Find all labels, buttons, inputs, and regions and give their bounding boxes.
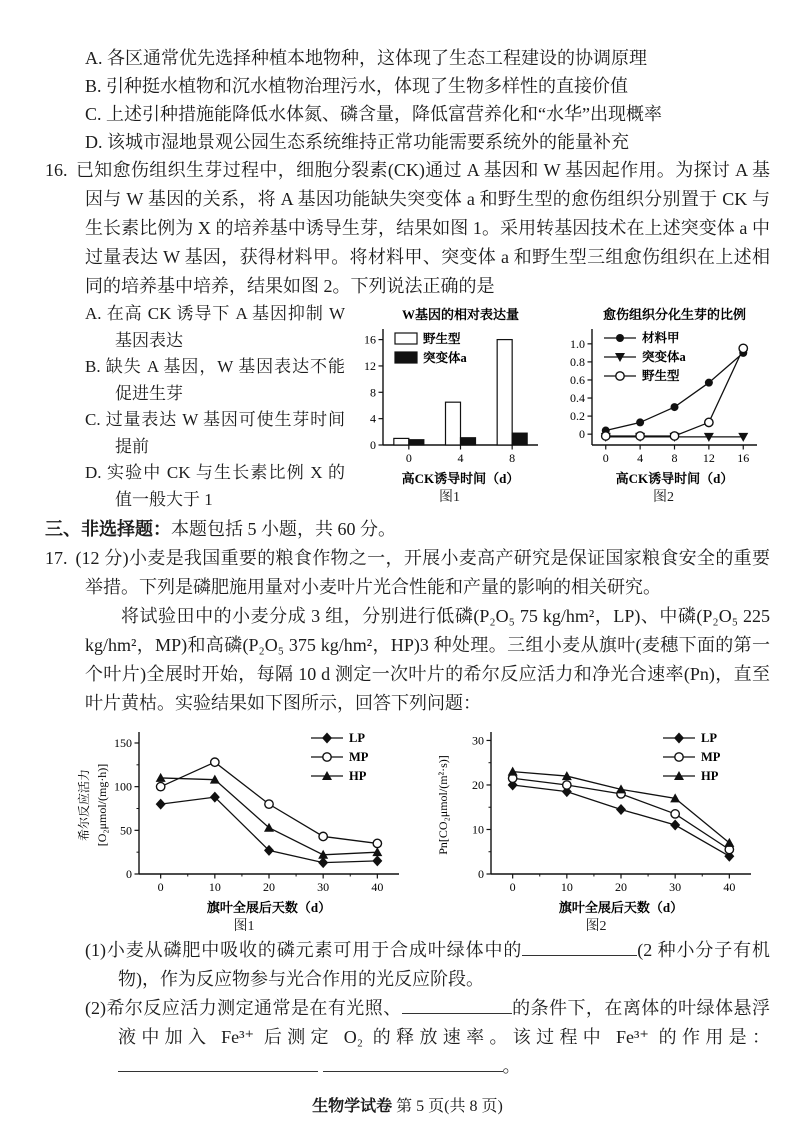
svg-text:0: 0: [478, 867, 484, 881]
svg-text:100: 100: [114, 779, 132, 794]
footer-title: 生物学试卷: [312, 1098, 393, 1115]
q17-sub2-tail: 。: [502, 1056, 521, 1076]
svg-text:10: 10: [560, 880, 573, 894]
q17-sub2: [45, 994, 770, 1081]
q16-number: 16.: [45, 160, 68, 180]
q16-option-d: D. 实验中 CK 与生长素比例 X 的值一般大于 1: [85, 463, 345, 509]
svg-text:0: 0: [157, 880, 164, 894]
q16-figures: [347, 303, 771, 507]
svg-text:0: 0: [370, 438, 376, 452]
svg-text:12: 12: [702, 451, 715, 465]
q15-option-c: C. 上述引种措施能降低水体氮、磷含量，降低富营养化和“水华”出现概率: [85, 104, 662, 124]
svg-text:野生型: 野生型: [423, 332, 461, 346]
q16-figure2-caption: 图2: [653, 490, 674, 505]
svg-text:0.8: 0.8: [570, 354, 585, 369]
q17-figure1-chart: [75, 722, 413, 918]
q17-stem1-text: (12 分)小麦是我国重要的粮食作物之一，开展小麦高产研究是保证国家粮食安全的重要举措。下列是磷肥施用量对小麦叶片光合性能和产量的影响的相关研究。: [75, 548, 770, 597]
q17-sub1-pre: (1)小麦从磷肥中吸收的磷元素可用于合成叶绿体中的: [85, 940, 523, 960]
q16-figure2-chart: [556, 303, 771, 489]
svg-text:旗叶全展后天数（d）: 旗叶全展后天数（d）: [206, 900, 332, 915]
q17-sub2-pre: (2)希尔反应活力测定通常是在有光照、: [85, 998, 402, 1018]
svg-text:40: 40: [723, 880, 736, 894]
q17-stem1: [45, 544, 770, 602]
svg-text:0.6: 0.6: [570, 372, 585, 387]
svg-text:4: 4: [457, 451, 464, 465]
q17-figures: [75, 722, 770, 936]
q16-stem: [45, 156, 770, 301]
answer-blank-2: [402, 998, 512, 1014]
svg-text:突变体a: 突变体a: [423, 351, 467, 365]
svg-text:高CK诱导时间（d）: 高CK诱导时间（d）: [615, 471, 734, 486]
q16-option-b: B. 缺失 A 基因，W 基因表达不能促进生芽: [85, 357, 345, 403]
answer-blank-1: [522, 940, 637, 956]
svg-text:20: 20: [472, 777, 484, 792]
q16-figure1-caption: 图1: [439, 490, 460, 505]
svg-text:LP: LP: [701, 731, 717, 745]
q16-option-a: A. 在高 CK 诱导下 A 基因抑制 W 基因表达: [85, 304, 345, 350]
svg-text:MP: MP: [349, 750, 369, 764]
svg-text:16: 16: [737, 451, 750, 465]
q15-options-block: [45, 44, 770, 156]
q16-figure1: [347, 303, 552, 507]
svg-text:野生型: 野生型: [642, 369, 680, 383]
q16-figure1-chart: [347, 303, 552, 489]
svg-text:0: 0: [602, 451, 609, 465]
q16-option-c: C. 过量表达 W 基因可使生芽时间提前: [85, 410, 345, 456]
q17-figure2: [427, 722, 765, 936]
svg-text:0: 0: [405, 451, 412, 465]
q17-figure2-caption: 图2: [585, 919, 607, 934]
q17-figure2-chart: [427, 722, 765, 918]
section3-header: [45, 515, 770, 544]
svg-text:材料甲: 材料甲: [642, 331, 680, 345]
svg-text:10: 10: [472, 822, 484, 837]
svg-text:20: 20: [615, 880, 627, 894]
svg-text:[O₂μmol/(mg·h)]: [O₂μmol/(mg·h)]: [95, 763, 109, 847]
svg-text:0.4: 0.4: [570, 391, 585, 406]
q16-options: [85, 301, 345, 513]
q17-number: 17.: [45, 548, 68, 568]
svg-text:1.0: 1.0: [570, 336, 585, 351]
svg-text:愈伤组织分化生芽的比例: 愈伤组织分化生芽的比例: [602, 307, 747, 322]
q15-option-b: B. 引种挺水植物和沉水植物治理污水，体现了生物多样性的直接价值: [85, 76, 629, 96]
svg-text:高CK诱导时间（d）: 高CK诱导时间（d）: [401, 471, 520, 486]
svg-text:突变体a: 突变体a: [642, 350, 686, 364]
svg-text:30: 30: [669, 880, 682, 894]
svg-text:8: 8: [509, 451, 516, 465]
svg-text:30: 30: [317, 880, 330, 894]
svg-text:4: 4: [370, 411, 376, 426]
q17-figure1-caption: 图1: [233, 919, 255, 934]
svg-text:旗叶全展后天数（d）: 旗叶全展后天数（d）: [558, 900, 684, 915]
svg-text:4: 4: [637, 451, 644, 465]
answer-blank-4: [323, 1056, 503, 1072]
section3-label: 三、非选择题：: [45, 519, 171, 539]
svg-text:希尔反应活力: 希尔反应活力: [77, 768, 91, 842]
q17-figure1: [75, 722, 413, 936]
section3-rest: 本题包括 5 小题，共 60 分。: [171, 519, 396, 539]
q17-sub1-post: (2 种小分子有机物)，作为反应物参与光合作用的光反应阶段。: [118, 940, 770, 989]
svg-text:MP: MP: [701, 750, 721, 764]
svg-text:0: 0: [579, 427, 585, 442]
q17-sub2-mid: 的条件下，在离体的叶绿体悬浮液中加入 Fe³⁺ 后测定 O₂ 的释放速率。该过程中 Fe³⁺ 的作用是：: [118, 998, 770, 1047]
q17-sub1: [45, 936, 770, 994]
page-footer: [45, 1093, 770, 1116]
svg-text:12: 12: [364, 358, 376, 373]
svg-text:W基因的相对表达量: W基因的相对表达量: [401, 307, 520, 322]
q16-stem-text: 已知愈伤组织生芽过程中，细胞分裂素(CK)通过 A 基因和 W 基因起作用。为探讨 A 基因与 W 基因的关系，将 A 基因功能缺失突变体 a 和野生型的愈伤组织分别置于 CK 与生长素比例为 X 的培养基中诱导生芽，结果如图 1。采用转基因技术在上述突变体 a 中过量表达 W 基因，获得材料甲。将材料甲、突变体 a 和野生型三组愈伤组织在上述相同的培养基中培养，结果如图 2。下列说法正确的是: [75, 160, 770, 296]
svg-text:Pn[CO₂μmol/(m²·s)]: Pn[CO₂μmol/(m²·s)]: [436, 755, 450, 855]
q16-body: [45, 301, 770, 513]
svg-text:40: 40: [371, 880, 384, 894]
svg-text:150: 150: [114, 735, 132, 750]
svg-text:0: 0: [509, 880, 516, 894]
svg-text:LP: LP: [349, 731, 365, 745]
q15-option-a: A. 各区通常优先选择种植本地物种，这体现了生态工程建设的协调原理: [85, 48, 647, 68]
q17-stem2: 将试验田中的小麦分成 3 组，分别进行低磷(P₂O₅ 75 kg/hm²，LP)、中磷(P₂O₅ 225 kg/hm²，MP)和高磷(P₂O₅ 375 kg/hm²，HP)3 种处理。三组小麦从旗叶(麦穗下面的第一个叶片)全展时开始，每隔 10 d 测定一次叶片的希尔反应活力和净光合速率(Pn)，直至叶片黄枯。实验结果如下图所示，回答下列问题：: [85, 606, 770, 713]
svg-text:50: 50: [120, 823, 132, 838]
svg-text:16: 16: [364, 332, 376, 347]
svg-text:20: 20: [263, 880, 275, 894]
svg-text:30: 30: [472, 733, 484, 748]
svg-text:8: 8: [370, 385, 376, 400]
svg-text:0: 0: [126, 867, 132, 881]
footer-page-number: 第 5 页(共 8 页): [396, 1098, 503, 1115]
svg-text:0.2: 0.2: [570, 409, 585, 424]
svg-text:HP: HP: [349, 769, 367, 783]
svg-text:HP: HP: [701, 769, 719, 783]
answer-blank-3: [118, 1056, 318, 1072]
page-content: [45, 44, 770, 1116]
q16-figure2: [556, 303, 771, 507]
svg-text:8: 8: [671, 451, 678, 465]
q15-option-d: D. 该城市湿地景观公园生态系统维持正常功能需要系统外的能量补充: [85, 132, 629, 152]
svg-text:10: 10: [208, 880, 221, 894]
